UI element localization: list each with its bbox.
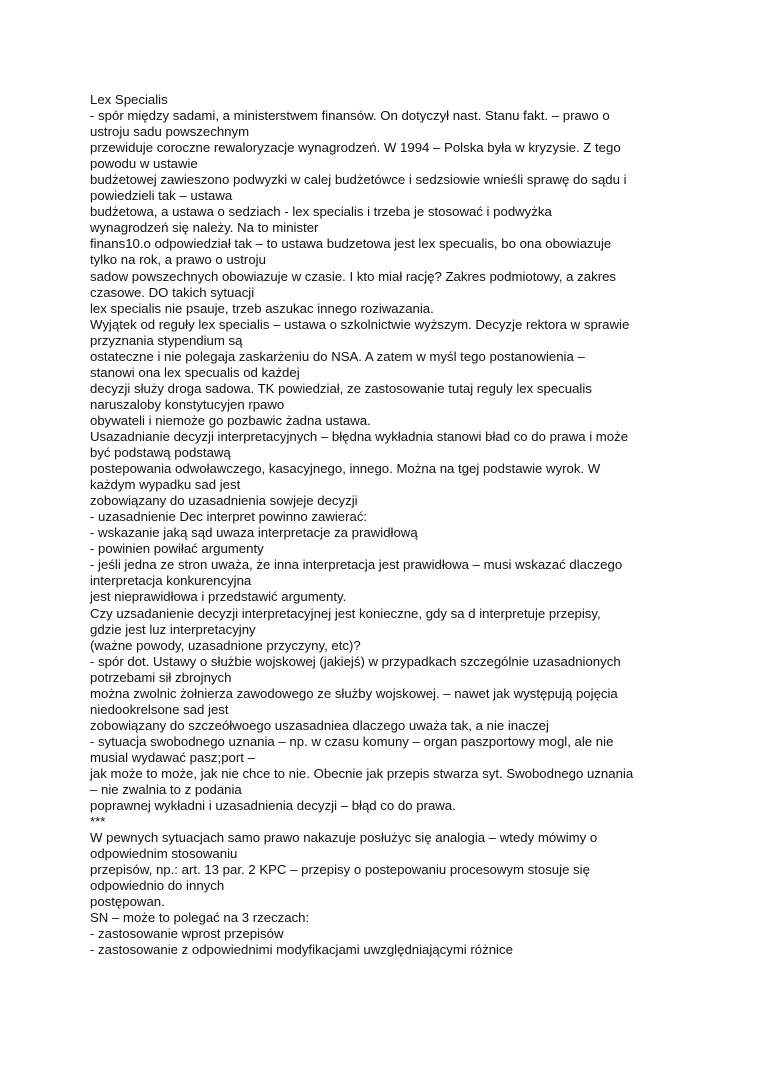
document-text-line: niedookrelsone sad jest bbox=[90, 701, 229, 717]
document-text-line: obywateli i niemoże go pozbawic żadna ustawa. bbox=[90, 412, 371, 428]
document-text-line: – nie zwalnia to z podania bbox=[90, 782, 242, 798]
document-text-line: zobowiązany do uzasadnienia sowjeje decyzji bbox=[90, 493, 358, 509]
document-text-line: przewiduje coroczne rewaloryzacje wynagrodzeń. W 1994 – Polska była w kryzysie. Z tego bbox=[90, 140, 621, 156]
document-text-line: ustroju sadu powszechnym bbox=[90, 124, 250, 140]
document-text-line: postępowan. bbox=[90, 894, 165, 910]
document-text-line: wynagrodzeń się należy. Na to minister bbox=[90, 220, 319, 236]
document-text-line: przyznania stypendium są bbox=[90, 332, 243, 348]
document-text-line: ostateczne i nie polegaja zaskarżeniu do NSA. A zatem w myśl tego postanowienia – bbox=[90, 348, 585, 364]
document-text-line: odpowiednio do innych bbox=[90, 878, 225, 894]
document-text-line: poprawnej wykładni i uzasadnienia decyzji – błąd co do prawa. bbox=[90, 798, 456, 814]
document-text-line: odpowiednim stosowaniu bbox=[90, 846, 238, 862]
document-text-line: SN – może to polegać na 3 rzeczach: bbox=[90, 910, 310, 926]
document-text-line: Wyjątek od reguły lex specialis – ustawa o szkolnictwie wyższym. Decyzje rektora w sprawie bbox=[90, 316, 630, 332]
document-text-line: potrzebami sił zbrojnych bbox=[90, 669, 232, 685]
document-text-line: lex specialis nie psauje, trzeb aszukac innego roziwazania. bbox=[90, 300, 434, 316]
document-text-line: (ważne powody, uzasadnione przyczyny, etc)? bbox=[90, 637, 361, 653]
document-text-line: interpretacja konkurencyjna bbox=[90, 573, 252, 589]
document-text-line: *** bbox=[90, 814, 106, 830]
document-text-line: Lex Specialis bbox=[90, 92, 168, 107]
document-text-line: finans10.o odpowiedział tak – to ustawa budzetowa jest lex specualis, bo ona obowiazuje bbox=[90, 236, 612, 252]
document-text-line: - spór dot. Ustawy o służbie wojskowej (jakiejś) w przypadkach szczególnie uzasadnionych bbox=[90, 653, 621, 669]
document-text-line: - zastosowanie wprost przepisów bbox=[90, 926, 284, 942]
document-text-line: powiedzieli tak – ustawa bbox=[90, 188, 233, 204]
document-text-line: - zastosowanie z odpowiednimi modyfikacjami uwzględniającymi różnice bbox=[90, 942, 513, 958]
document-text-line: stanowi ona lex specualis od każdej bbox=[90, 364, 300, 380]
document-text-line: - wskazanie jaką sąd uwaza interpretacje za prawidłową bbox=[90, 525, 418, 541]
document-text-line: jest nieprawidłowa i przedstawić argumenty. bbox=[90, 589, 347, 605]
document-text-line: decyzji służy droga sadowa. TK powiedział, ze zastosowanie tutaj reguly lex specualis bbox=[90, 380, 592, 396]
document-text-line: Usazadnianie decyzji interpretacyjnych – błędna wykładnia stanowi bład co do prawa i może bbox=[90, 428, 629, 444]
document-text-line: Czy uzsadanienie decyzji interpretacyjnej jest konieczne, gdy sa d interpretuje przepisy, bbox=[90, 605, 601, 621]
document-text-line: każdym wypadku sad jest bbox=[90, 477, 241, 493]
document-text-line: - jeśli jedna ze stron uważa, że inna interpretacja jest prawidłowa – musi wskazać dlaczego bbox=[90, 557, 623, 573]
document-text-line: postepowania odwoławczego, kasacyjnego, innego. Można na tgej podstawie wyrok. W bbox=[90, 461, 601, 477]
document-text-line: gdzie jest luz interpretacyjny bbox=[90, 621, 256, 637]
document-text-line: być podstawą podstawą bbox=[90, 445, 231, 461]
document-text-line: zobowiązany do szczeółwoego uszasadniea dlaczego uważa tak, a nie inaczej bbox=[90, 717, 549, 733]
document-text-line: budżetowa, a ustawa o sedziach - lex specialis i trzeba je stosować i podwyżka bbox=[90, 204, 552, 220]
document-text-line: - sytuacja swobodnego uznania – np. w czasu komuny – organ paszportowy mogl, ale nie bbox=[90, 733, 614, 749]
document-text-line: budżetowej zawieszono podwyzki w calej budżetówce i sedzsiowie wnieśli sprawę do sądu i bbox=[90, 172, 627, 188]
document-text-line: - uzasadnienie Dec interpret powinno zawierać: bbox=[90, 509, 368, 525]
document-text-line: W pewnych sytuacjach samo prawo nakazuje posłużyc się analogia – wtedy mówimy o bbox=[90, 830, 598, 846]
document-text-line: czasowe. DO takich sytuacji bbox=[90, 284, 255, 300]
document-text-line: - powinien powiłać argumenty bbox=[90, 541, 264, 557]
document-text-line: sadow powszechnych obowiazuje w czasie. I kto miał rację? Zakres podmiotowy, a zakres bbox=[90, 268, 617, 284]
document-text-line: powodu w ustawie bbox=[90, 156, 198, 172]
document-text-line: tylko na rok, a prawo o ustroju bbox=[90, 252, 266, 268]
document-text-line: - spór między sadami, a ministerstwem finansów. On dotyczył nast. Stanu fakt. – prawo o bbox=[90, 108, 610, 124]
document-text-line: naruszaloby konstytucyjen rpawo bbox=[90, 396, 285, 412]
document-text-line: przepisów, np.: art. 13 par. 2 KPC – przepisy o postepowaniu procesowym stosuje się bbox=[90, 862, 590, 878]
document-text-line: można zwolnic żołnierza zawodowego ze służby wojskowej. – nawet jak występują pojęcia bbox=[90, 685, 618, 701]
document-text-line: musial wydawać pasz;port – bbox=[90, 749, 255, 765]
document-page bbox=[90, 92, 710, 959]
document-text-line: jak może to może, jak nie chce to nie. Obecnie jak przepis stwarza syt. Swobodnego uznania bbox=[90, 765, 634, 781]
